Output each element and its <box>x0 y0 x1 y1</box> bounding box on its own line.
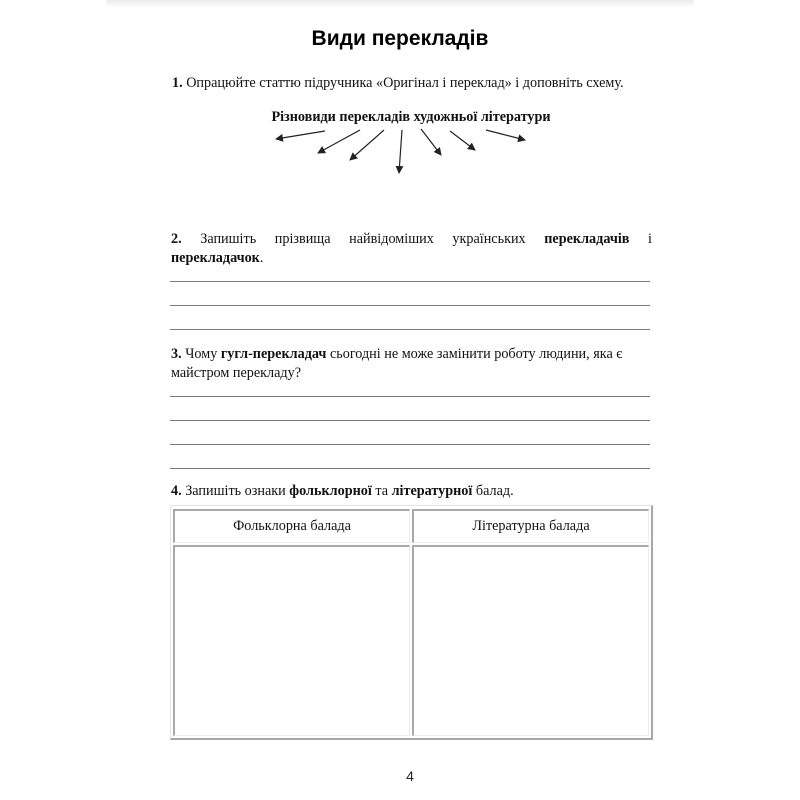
task-2-text-b: і <box>629 231 652 247</box>
page-number: 4 <box>406 768 414 784</box>
table-header-folk: Фольклорна балада <box>173 509 410 543</box>
task-4-bold-b: літературної <box>391 483 473 499</box>
ballad-comparison-table <box>170 505 653 740</box>
scheme-arrow <box>276 131 325 139</box>
task-4-text-c: балад. <box>472 483 514 499</box>
task-2-prompt <box>171 230 652 268</box>
answer-line[interactable] <box>170 444 650 445</box>
task-4-number: 4. <box>171 483 182 499</box>
table-header-literary: Літературна балада <box>412 509 649 543</box>
task-3-number: 3. <box>171 346 182 362</box>
answer-line[interactable] <box>170 420 650 421</box>
page-title: Види перекладів <box>311 27 489 50</box>
task-3-bold-a: гугл-перекладач <box>220 346 327 362</box>
table-cell-folk[interactable] <box>173 545 410 736</box>
task-1-text: Опрацюйте статтю підручника «Оригінал і переклад» і доповніть схему. <box>182 75 624 91</box>
table-cell-literary[interactable] <box>412 545 649 736</box>
task-4-prompt <box>171 482 652 501</box>
task-2-text-c: . <box>259 250 264 266</box>
scheme-arrow <box>450 131 475 150</box>
scheme-heading: Різновиди перекладів художньої літератури <box>271 109 551 125</box>
task-2-text-a: Запишіть прізвища найвідоміших українських <box>181 231 545 247</box>
task-2-number: 2. <box>171 231 182 247</box>
answer-line[interactable] <box>170 329 650 330</box>
task-3-prompt <box>171 345 656 383</box>
task-2-bold-a: перекладачів <box>544 231 630 247</box>
scheme-arrow <box>350 130 384 160</box>
answer-line[interactable] <box>170 396 650 397</box>
answer-line[interactable] <box>170 281 650 282</box>
task-4-bold-a: фольклорної <box>289 483 372 499</box>
answer-line[interactable] <box>170 468 650 469</box>
scheme-arrow <box>486 130 525 140</box>
task-1-number: 1. <box>172 75 183 91</box>
task-4-text-b: та <box>371 483 392 499</box>
answer-line[interactable] <box>170 305 650 306</box>
scheme-arrow <box>421 129 441 155</box>
task-4-text-a: Запишіть ознаки <box>181 483 290 499</box>
task-2-bold-b: перекладачок <box>171 250 260 266</box>
task-3-text-b: сьогодні не може замінити роботу людини, яка є майстром перекладу? <box>171 346 623 381</box>
scheme-arrow <box>318 130 360 153</box>
scheme-arrow <box>399 130 402 173</box>
task-3-text-a: Чому <box>181 346 221 362</box>
